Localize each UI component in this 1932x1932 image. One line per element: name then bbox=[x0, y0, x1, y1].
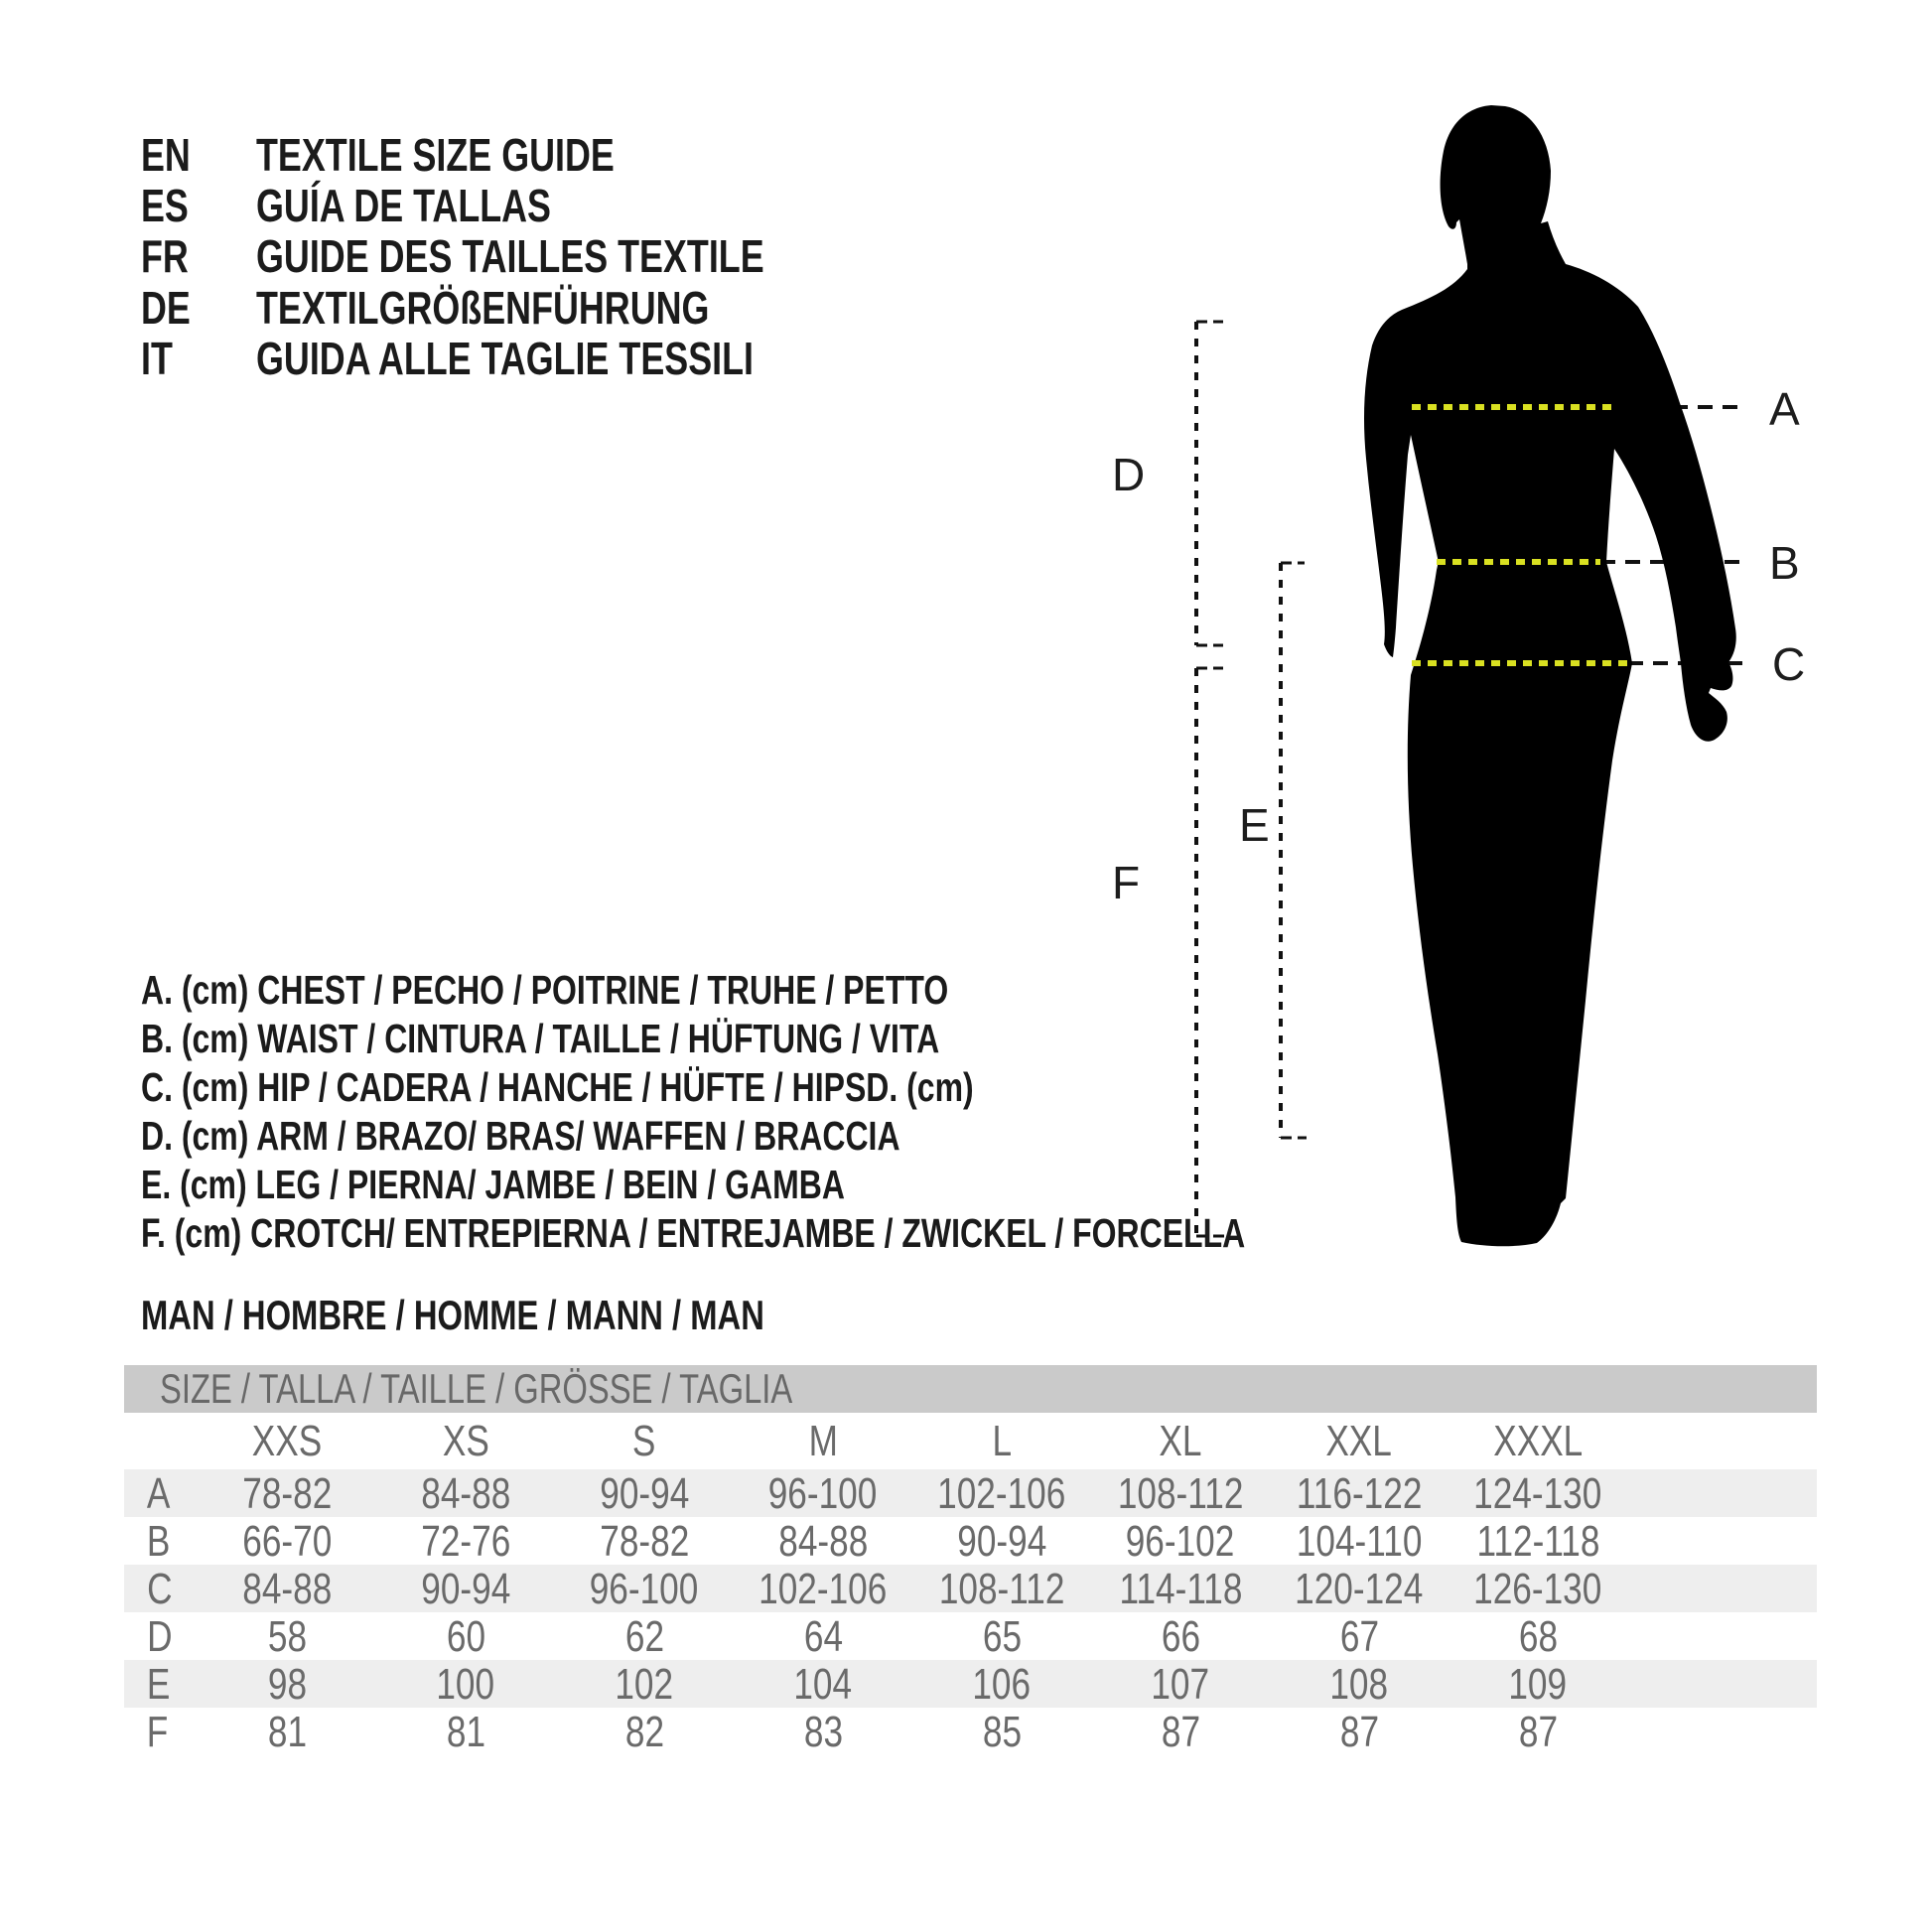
table-cell: 124-130 bbox=[1473, 1469, 1602, 1518]
leg-dimension-line bbox=[1281, 563, 1307, 1138]
table-cell: 107 bbox=[1151, 1660, 1210, 1709]
table-row-chest bbox=[124, 1469, 1817, 1517]
table-cell: 81 bbox=[446, 1708, 485, 1756]
row-label: C bbox=[147, 1565, 173, 1613]
language-code: IT bbox=[141, 333, 173, 384]
table-cell: 90-94 bbox=[420, 1565, 511, 1613]
table-row-waist bbox=[124, 1517, 1817, 1565]
table-cell: 102-106 bbox=[937, 1469, 1066, 1518]
table-cell: 100 bbox=[436, 1660, 495, 1709]
size-table-header: SIZE / TALLA / TAILLE / GRÖSSE / TAGLIA bbox=[160, 1365, 793, 1412]
size-col-s: S bbox=[632, 1416, 656, 1465]
table-cell: 58 bbox=[267, 1612, 307, 1661]
table-cell: 114-118 bbox=[1119, 1565, 1242, 1613]
table-cell: 78-82 bbox=[599, 1517, 690, 1566]
row-label: B bbox=[146, 1517, 171, 1566]
table-cell: 87 bbox=[1518, 1708, 1558, 1756]
table-cell: 87 bbox=[1161, 1708, 1200, 1756]
row-label: E bbox=[146, 1660, 171, 1709]
language-code: FR bbox=[141, 230, 189, 282]
table-cell: 90-94 bbox=[599, 1469, 690, 1518]
arm-dimension-line bbox=[1196, 322, 1223, 645]
size-col-xxl: XXL bbox=[1325, 1416, 1393, 1465]
table-cell: 64 bbox=[803, 1612, 843, 1661]
table-cell: 82 bbox=[624, 1708, 664, 1756]
table-cell: 90-94 bbox=[956, 1517, 1047, 1566]
table-cell: 96-102 bbox=[1126, 1517, 1235, 1566]
table-row-crotch bbox=[124, 1708, 1817, 1755]
table-cell: 67 bbox=[1339, 1612, 1379, 1661]
table-cell: 66 bbox=[1161, 1612, 1200, 1661]
table-cell: 108-112 bbox=[1117, 1469, 1244, 1518]
guide-title: GUIDE DES TAILLES TEXTILE bbox=[256, 230, 764, 282]
table-cell: 83 bbox=[803, 1708, 843, 1756]
table-cell: 85 bbox=[982, 1708, 1022, 1756]
table-cell: 96-100 bbox=[590, 1565, 699, 1613]
table-row-leg bbox=[124, 1660, 1817, 1708]
table-cell: 66-70 bbox=[241, 1517, 333, 1566]
size-table-header-band bbox=[124, 1365, 1817, 1413]
table-cell: 84-88 bbox=[241, 1565, 333, 1613]
crotch-marker-label: F bbox=[1112, 857, 1141, 908]
waist-marker-label: B bbox=[1769, 537, 1800, 589]
legend-line-crotch: F. (cm) CROTCH/ ENTREPIERNA / ENTREJAMBE / ZWICKEL / FORCELLA bbox=[141, 1210, 1246, 1256]
table-cell: 104 bbox=[793, 1660, 853, 1709]
category-line: MAN / HOMBRE / HOMME / MANN / MAN bbox=[141, 1292, 764, 1338]
table-cell: 102 bbox=[615, 1660, 674, 1709]
table-cell: 96-100 bbox=[768, 1469, 878, 1518]
size-col-xxxl: XXXL bbox=[1492, 1416, 1583, 1465]
chest-marker-label: A bbox=[1769, 383, 1800, 435]
legend-line-arm: D. (cm) ARM / BRAZO/ BRAS/ WAFFEN / BRACCIA bbox=[141, 1113, 900, 1159]
guide-title: GUÍA DE TALLAS bbox=[256, 180, 551, 231]
table-cell: 108 bbox=[1329, 1660, 1389, 1709]
language-code: ES bbox=[141, 180, 189, 231]
language-code: DE bbox=[141, 282, 191, 334]
hip-marker-label: C bbox=[1772, 638, 1806, 690]
table-cell: 102-106 bbox=[759, 1565, 888, 1613]
table-cell: 84-88 bbox=[420, 1469, 511, 1518]
table-cell: 72-76 bbox=[420, 1517, 511, 1566]
table-cell: 109 bbox=[1508, 1660, 1568, 1709]
table-row-arm bbox=[124, 1612, 1817, 1660]
size-columns-row bbox=[124, 1413, 1817, 1469]
table-cell: 104-110 bbox=[1296, 1517, 1423, 1566]
guide-title: TEXTILGRÖßENFÜHRUNG bbox=[256, 282, 710, 334]
guide-title: TEXTILE SIZE GUIDE bbox=[256, 129, 615, 181]
man-silhouette bbox=[1364, 105, 1736, 1246]
language-code: EN bbox=[141, 129, 191, 181]
table-cell: 68 bbox=[1518, 1612, 1558, 1661]
size-table bbox=[124, 1365, 1817, 1755]
row-label: A bbox=[146, 1469, 171, 1518]
table-cell: 65 bbox=[982, 1612, 1022, 1661]
size-col-xl: XL bbox=[1159, 1416, 1202, 1465]
table-cell: 108-112 bbox=[938, 1565, 1065, 1613]
leg-marker-label: E bbox=[1239, 799, 1270, 851]
table-cell: 112-118 bbox=[1476, 1517, 1599, 1566]
table-row-hip bbox=[124, 1565, 1817, 1612]
size-col-m: M bbox=[808, 1416, 838, 1465]
table-cell: 62 bbox=[624, 1612, 664, 1661]
legend-line-leg: E. (cm) LEG / PIERNA/ JAMBE / BEIN / GAMBA bbox=[141, 1162, 845, 1207]
row-label: F bbox=[146, 1708, 169, 1756]
table-cell: 98 bbox=[267, 1660, 307, 1709]
table-cell: 84-88 bbox=[777, 1517, 869, 1566]
table-cell: 60 bbox=[446, 1612, 485, 1661]
guide-title: GUIDA ALLE TAGLIE TESSILI bbox=[256, 333, 754, 384]
row-label: D bbox=[147, 1612, 173, 1661]
table-cell: 78-82 bbox=[241, 1469, 333, 1518]
table-cell: 106 bbox=[972, 1660, 1032, 1709]
crotch-dimension-line bbox=[1196, 668, 1225, 1236]
legend-line-waist: B. (cm) WAIST / CINTURA / TAILLE / HÜFTUNG / VITA bbox=[141, 1016, 940, 1061]
table-cell: 120-124 bbox=[1295, 1565, 1424, 1613]
legend-line-hip: C. (cm) HIP / CADERA / HANCHE / HÜFTE / HIPSD. (cm) bbox=[141, 1064, 974, 1110]
table-cell: 126-130 bbox=[1473, 1565, 1602, 1613]
legend-line-chest: A. (cm) CHEST / PECHO / POITRINE / TRUHE / PETTO bbox=[141, 967, 949, 1013]
table-cell: 116-122 bbox=[1296, 1469, 1423, 1518]
table-cell: 87 bbox=[1339, 1708, 1379, 1756]
size-col-xxs: XXS bbox=[251, 1416, 323, 1465]
arm-marker-label: D bbox=[1112, 449, 1146, 500]
size-col-xs: XS bbox=[442, 1416, 489, 1465]
table-cell: 81 bbox=[267, 1708, 307, 1756]
size-col-l: L bbox=[992, 1416, 1012, 1465]
